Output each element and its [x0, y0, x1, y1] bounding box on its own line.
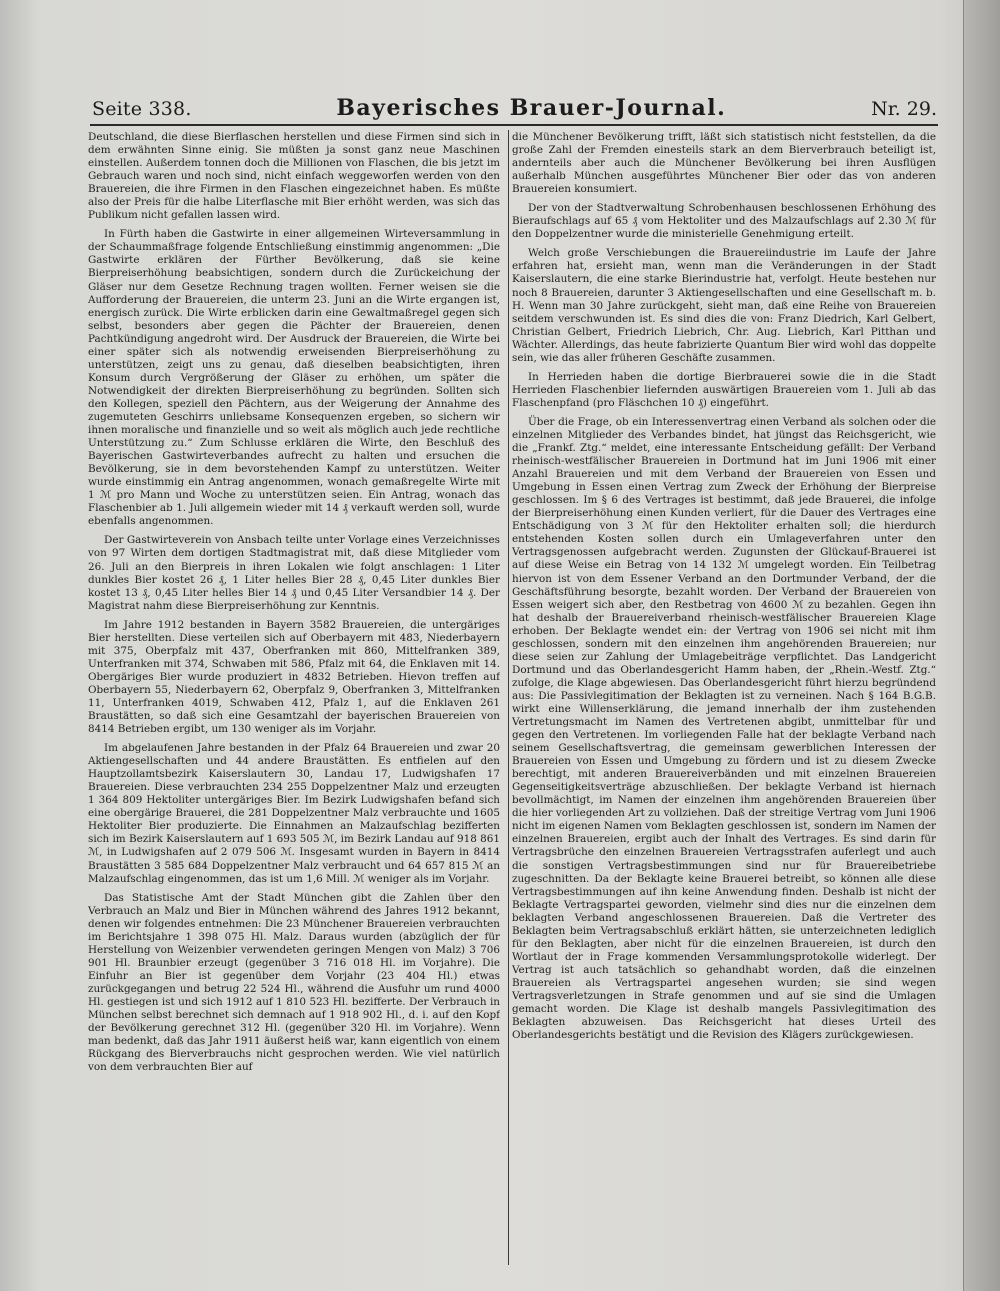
journal-title: Bayerisches Brauer-Journal. [336, 95, 727, 121]
article-paragraph: Der von der Stadtverwaltung Schrobenhausen beschlossenen Erhöhung des Bieraufschlags auf 65 ₰ vom Hektoliter und des Malzaufschlags auf 2.30 ℳ für den Doppelzentner wurde die ministerielle Genehmigung erteilt. [512, 202, 936, 241]
article-paragraph: Deutschland, die diese Bierflaschen herstellen und diese Firmen sind sich in dem erwähnten Sinne einig. Sie müßten ja sonst ganz neue Maschinen einstellen. Außerdem tonnen doch die Millionen von Flaschen, die bis jetzt im Gebrauch waren und noch sind, nicht einfach weggeworfen werden von den Brauereien, die ihre Firmen in den Flaschen eingezeichnet haben. Es müßte also der Preis für die halbe Literflasche mit Bier erhöht werden, was sich das Publikum nicht gefallen lassen wird. [88, 131, 500, 222]
left-column [88, 131, 500, 1271]
article-paragraph: Im Jahre 1912 bestanden in Bayern 3582 Brauereien, die untergäriges Bier herstellten. Diese verteilen sich auf Oberbayern mit 483, Niederbayern mit 375, Oberpfalz mit 437, Oberfranken mit 860, Mittelfranken 389, Unterfranken mit 374, Schwaben mit 586, Pfalz mit 64, die Enklaven mit 14. Obergäriges Bier wurde produziert in 4832 Betrieben. Hievon treffen auf Oberbayern 55, Niederbayern 62, Oberpfalz 9, Oberfranken 3, Mittelfranken 11, Unterfranken 4019, Schwaben 412, Pfalz 1, auf die Enklaven 261 Braustätten, so daß sich eine Gesamtzahl der bayerischen Brauereien von 8414 Betrieben ergibt, um 130 weniger als im Vorjahr. [88, 618, 500, 736]
adjacent-page-edge [963, 0, 1000, 1291]
article-paragraph: Welch große Verschiebungen die Brauereiindustrie im Laufe der Jahre erfahren hat, ersieht man, wenn man die Veränderungen in der Stadt Kaiserslautern, die eine starke Bierindustrie hat, verfolgt. Heute bestehen nur noch 8 Brauereien, darunter 3 Aktiengesellschaften und eine Gesellschaft m. b. H. Wenn man 30 Jahre zurückgeht, sieht man, daß eine Reihe von Brauereien seitdem verschwunden ist. Es sind dies die von: Franz Diedrich, Karl Gelbert, Christian Gelbert, Friedrich Liebrich, Chr. Aug. Liebrich, Karl Pitthan und Wächter. Allerdings, das heute fabrizierte Quantum Bier wird wohl das doppelte sein, wie das aller früheren Geschäfte zusammen. [512, 247, 936, 364]
article-paragraph: die Münchener Bevölkerung trifft, läßt sich statistisch nicht feststellen, da die große Zahl der Fremden einesteils stark an dem Bierverbrauch beteiligt ist, andernteils aber auch die Münchener Bevölkerung bei ihren Ausflügen außerhalb München ausgeführtes Münchener Bier oder das von anderen Brauereien konsumiert. [512, 131, 936, 196]
column-divider [508, 130, 509, 1265]
right-column [512, 131, 936, 1271]
article-paragraph: Das Statistische Amt der Stadt München gibt die Zahlen über den Verbrauch an Malz und Bier in München während des Jahres 1912 bekannt, denen wir folgendes entnehmen: Die 23 Münchener Brauereien verbrauchten im Berichtsjahre 1 398 075 Hl. Malz. Daraus wurden (abzüglich der für Herstellung von Weizenbier verwendeten geringen Mengen von Malz) 3 706 901 Hl. Braunbier erzeugt (gegenüber 3 716 018 Hl. im Vorjahre). Die Einfuhr an Bier ist gegenüber dem Vorjahr (23 404 Hl.) etwas zurückgegangen und betrug 22 524 Hl., während die Ausfuhr um rund 4000 Hl. gestiegen ist und sich 1912 auf 1 810 523 Hl. bezifferte. Der Verbrauch in München selbst berechnet sich demnach auf 1 918 902 Hl., d. i. auf den Kopf der Bevölkerung gerechnet 312 Hl. (gegenüber 320 Hl. im Vorjahre). Wenn man bedenkt, daß das Jahr 1911 äußerst heiß war, kann eigentlich von einem Rückgang des Bierverbrauchs nicht gesprochen werden. Wie viel natürlich von dem verbrauchten Bier auf [88, 891, 500, 1074]
page-number: Seite 338. [92, 98, 192, 120]
article-paragraph: In Fürth haben die Gastwirte in einer allgemeinen Wirteversammlung in der Schaummaßfrage folgende Entschließung einstimmig angenommen: „Die Gastwirte erklären der Fürther Bevölkerung, daß sie keine Bierpreiserhöhung beabsichtigen, sondern durch die Zurückeichung der Gläser nur dem Gesetze Rechnung tragen wollten. Ferner weisen sie die Aufforderung der Brauereien, die unterm 23. Juni an die Wirte ergangen ist, energisch zurück. Die Wirte erblicken darin eine Gewaltmaßregel gegen sich selbst, besonders aber gegen die Pächter der Brauereien, denen Pachtkündigung angedroht wird. Der Ausdruck der Brauereien, die Wirte bei einer später sich als notwendig erweisenden Bierpreiserhöhung zu unterstützen, zeigt uns zu genau, daß dieselben beabsichtigten, ihren Konsum durch Vergrößerung der Gläser zu erhöhen, um später die Notwendigkeit der direkten Bierpreiserhöhung zu begründen. Sollten sich den Kollegen, speziell den Pächtern, aus der Weigerung der Annahme des zugemuteten Geschirrs unliebsame Konsequenzen ergeben, so sichern wir ihnen moralische und finanzielle und so weit als möglich auch jede rechtliche Unterstützung zu.“ Zum Schlusse erklären die Wirte, den Beschluß des Bayerischen Gastwirteverbandes aufrecht zu halten und ersuchen die Bevölkerung, sie in dem bevorstehenden Kampf zu unterstützen. Weiter wurde einstimmig ein Antrag angenommen, wonach gemaßregelte Wirte mit 1 ℳ pro Mann und Woche zu unterstützen seien. Ein Antrag, wonach das Flaschenbier ab 1. Juli allgemein wieder mit 14 ₰ verkauft werden soll, wurde ebenfalls angenommen. [88, 228, 500, 528]
page-header [92, 95, 937, 125]
header-rule [90, 124, 938, 126]
article-paragraph: Im abgelaufenen Jahre bestanden in der Pfalz 64 Brauereien und zwar 20 Aktiengesellschaften und 44 andere Braustätten. Es entfielen auf den Hauptzollamtsbezirk Kaiserslautern 30, Landau 17, Ludwigshafen 17 Brauereien. Diese verbrauchten 234 255 Doppelzentner Malz und erzeugten 1 364 809 Hektoliter untergäriges Bier. Im Bezirk Ludwigshafen befand sich eine obergärige Brauerei, die 281 Doppelzentner Malz verbrauchte und 1605 Hektoliter Bier produzierte. Die Einnahmen an Malzaufschlag bezifferten sich im Bezirk Kaiserslautern auf 1 693 505 ℳ, im Bezirk Landau auf 918 861 ℳ, in Ludwigshafen auf 2 079 506 ℳ. Insgesamt wurden in Bayern in 8414 Braustätten 3 585 684 Doppelzentner Malz verbraucht und 64 657 815 ℳ an Malzaufschlag eingenommen, das ist um 1,6 Mill. ℳ weniger als im Vorjahr. [88, 742, 500, 885]
article-paragraph: Der Gastwirteverein von Ansbach teilte unter Vorlage eines Verzeichnisses von 97 Wirten dem dortigen Stadtmagistrat mit, daß diese Mitglieder vom 26. Juli an den Bierpreis in ihren Lokalen wie folgt anschlagen: 1 Liter dunkles Bier kostet 26 ₰, 1 Liter helles Bier 28 ₰, 0,45 Liter dunkles Bier kostet 13 ₰, 0,45 Liter helles Bier 14 ₰ und 0,45 Liter Versandbier 14 ₰. Der Magistrat nahm diese Bierpreiserhöhung zur Kenntnis. [88, 534, 500, 612]
issue-number: Nr. 29. [871, 98, 937, 120]
article-paragraph: In Herrieden haben die dortige Bierbrauerei sowie die in die Stadt Herrieden Flaschenbier liefernden auswärtigen Brauereien vom 1. Juli ab das Flaschenpfand (pro Fläschchen 10 ₰) eingeführt. [512, 370, 936, 409]
article-paragraph: Über die Frage, ob ein Interessenvertrag einen Verband als solchen oder die einzelnen Mitglieder des Verbandes bindet, hat jüngst das Reichsgericht, wie die „Frankf. Ztg.“ meldet, eine interessante Entscheidung gefällt: Der Verband rheinisch-westfälischer Brauereien in Dortmund hat im Juni 1906 mit einer Anzahl Brauereien und mit dem Verband der Brauereien von Essen und Umgebung in Essen einen Vertrag zum Zweck der Erhöhung der Bierpreise geschlossen. Im § 6 des Vertrages ist bestimmt, daß jede Brauerei, die infolge der Bierpreiserhöhung einen Kunden verliert, für die Dauer des Vertrages eine Entschädigung von 3 ℳ für den Hektoliter erhalten soll; die hierdurch entstehenden Kosten sollen durch ein Umlageverfahren unter den Vertragsgenossen aufgebracht werden. Zugunsten der Glückauf-Brauerei ist auf diese Weise ein Betrag von 14 132 ℳ umgelegt worden. Ein Teilbetrag hiervon ist von dem Essener Verband an den Dortmunder Verband, der die Geschäftsführung besorgte, bezahlt worden. Der Verband der Brauereien von Essen weigert sich aber, den Restbetrag von 4600 ℳ zu bezahlen. Gegen ihn hat deshalb der Brauereiverband rheinisch-westfälischer Brauereien Klage erhoben. Der Beklagte wendet ein: der Vertrag von 1906 sei nicht mit ihm geschlossen, sondern mit den einzelnen ihm angehörenden Brauereien; nur diese seien zur Zahlung der Umlagebeiträge verpflichtet. Das Landgericht Dortmund und das Oberlandesgericht Hamm haben, der „Rhein.-Westf. Ztg.“ zufolge, die Klage abgewiesen. Das Oberlandesgericht führt hierzu begründend aus: Die Passivlegitimation der Beklagten ist zu verneinen. Nach § 164 B.G.B. wirkt eine Willenserklärung, die jemand innerhalb der ihm zustehenden Vertretungsmacht im Namen des Vertretenen abgibt, unmittelbar für und gegen den Vertretenen. Im vorliegenden Falle hat der beklagte Verband nach seinem Gesellschaftsvertrag, die gemeinsam gewerblichen Interessen der Brauereien von Essen und Umgebung zu fördern und ist zu diesem Zwecke berechtigt, mit anderen Brauereiverbänden und mit einzelnen Brauereien Gegenseitigkeitsverträge abzuschließen. Der beklagte Verband ist hiernach bevollmächtigt, im Namen der einzelnen ihm angehörenden Brauereien über die hier vorliegenden Art zu vollziehen. Daß der streitige Vertrag vom Juni 1906 nicht im eigenen Namen vom Beklagten geschlossen ist, sondern im Namen der einzelnen Brauereien, ergibt auch der Inhalt des Vertrages. Es sind darin für Vertragsbrüche den einzelnen Brauereien Vertragsstrafen auferlegt und auch die sonstigen Vertragsbestimmungen sind nur für Brauereibetriebe zugeschnitten. Da der Beklagte keine Brauerei betreibt, so können alle diese Vertragsbestimmungen auf ihn keine Anwendung finden. Deshalb ist nicht der Beklagte Vertragspartei geworden, vielmehr sind dies nur die einzelnen dem beklagten Verband angeschlossenen Brauereien. Daß die Vertreter des Beklagten beim Vertragsabschluß erklärt hätten, sie unterzeichneten lediglich für den Beklagten, aber nicht für die einzelnen Brauereien, ist durch den Wortlaut der in Frage kommenden Versammlungsprotokolle widerlegt. Der Vertrag ist auch tatsächlich so gehandhabt worden, daß die einzelnen Brauereien als Vertragspartei angesehen wurden; sie sind wegen Vertragsverletzungen in Strafe genommen und auf sie sind die Umlagen gemacht worden. Die Klage ist deshalb mangels Passivlegitimation des Beklagten abzuweisen. Das Reichsgericht hat dieses Urteil des Oberlandesgerichts bestätigt und die Revision des Klägers zurückgewiesen. [512, 415, 936, 1042]
